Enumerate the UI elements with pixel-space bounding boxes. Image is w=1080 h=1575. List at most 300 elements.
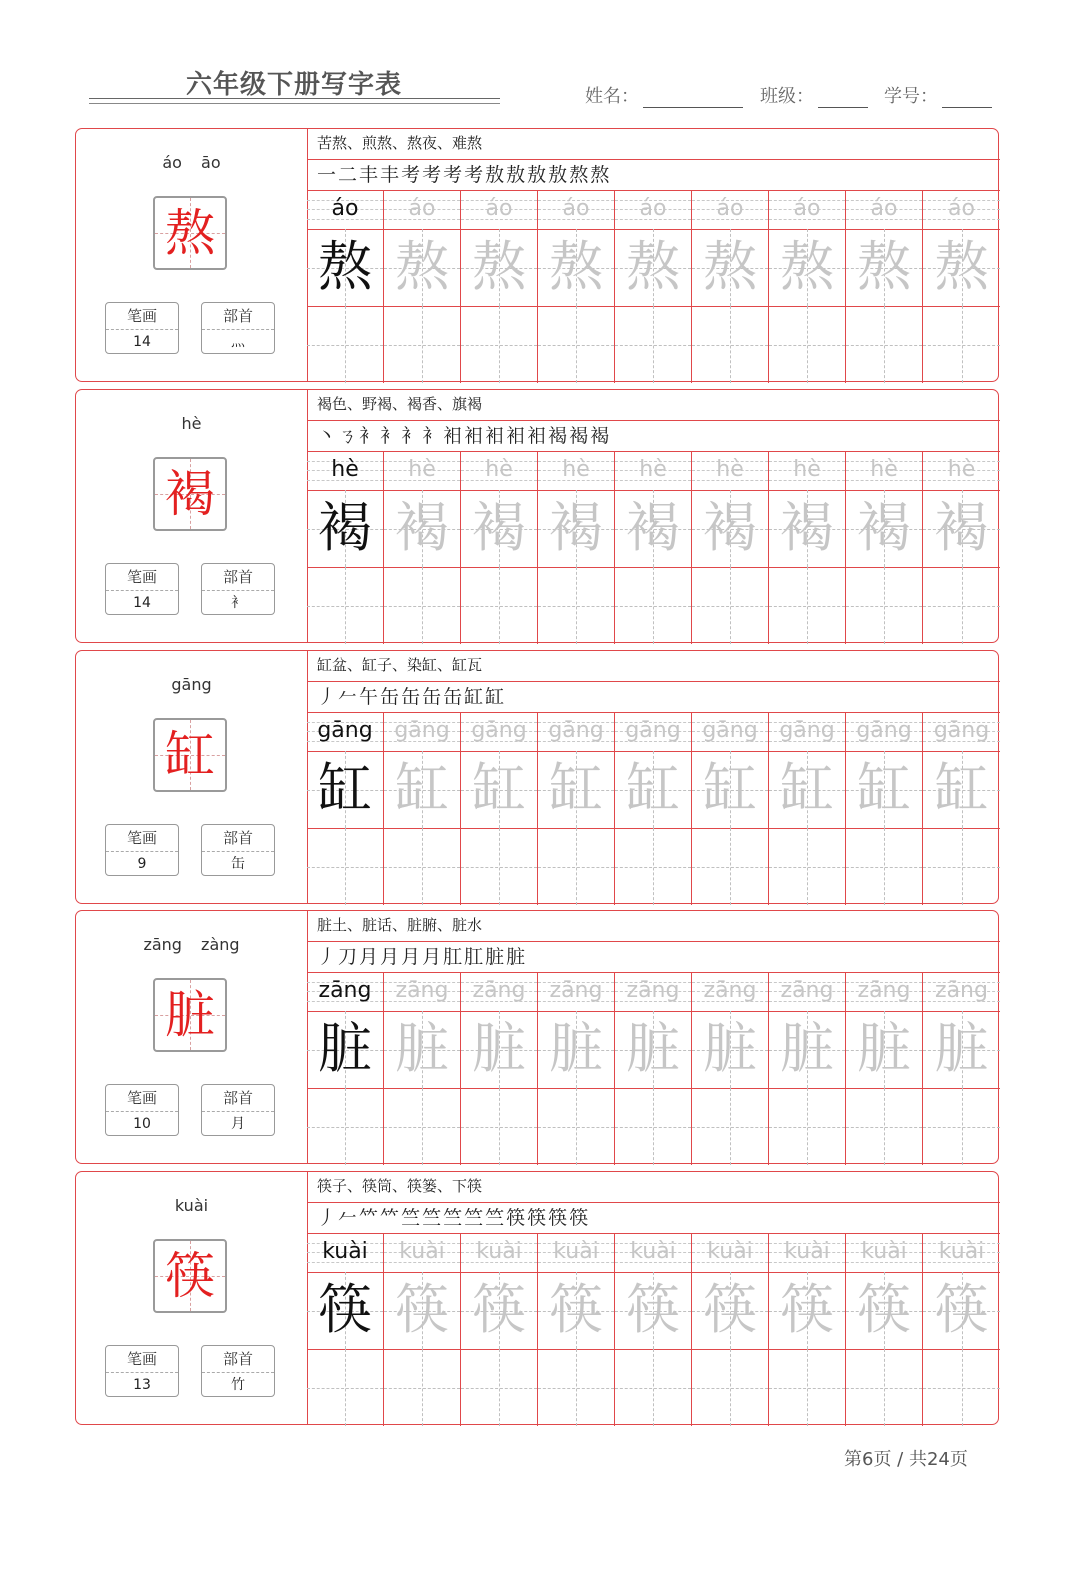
trace-pinyin: zāng [395, 978, 449, 1003]
blank-writing-cell[interactable] [846, 567, 922, 644]
character-cell[interactable] [461, 751, 537, 829]
character-cell[interactable] [692, 1272, 768, 1350]
character-cell[interactable] [846, 490, 922, 568]
practice-column [845, 191, 922, 383]
pinyin-cell[interactable] [692, 973, 768, 1012]
practice-column [537, 191, 614, 383]
pinyin-cell[interactable] [538, 452, 614, 491]
trace-pinyin: áo [870, 196, 898, 221]
pinyin-cell[interactable] [461, 973, 537, 1012]
name-blank[interactable] [643, 87, 743, 108]
practice-area [307, 390, 1000, 642]
trace-character: 筷 [780, 1278, 834, 1341]
pinyin-cell[interactable] [538, 191, 614, 230]
character-cell[interactable] [769, 1272, 845, 1350]
blank-writing-cell[interactable] [538, 1349, 614, 1426]
trace-character: 褐 [472, 496, 526, 559]
pinyin-cell[interactable] [923, 713, 1000, 752]
character-info [76, 129, 308, 381]
trace-pinyin: gāng [548, 718, 604, 743]
model-pinyin: gāng [317, 718, 373, 743]
character-cell[interactable] [538, 229, 614, 307]
blank-writing-cell[interactable] [846, 828, 922, 905]
trace-pinyin: gāng [625, 718, 681, 743]
practice-grid [307, 1234, 1000, 1426]
radical-box [201, 563, 275, 615]
practice-column [460, 452, 537, 644]
blank-writing-cell[interactable] [769, 1349, 845, 1426]
trace-pinyin: kuài [553, 1239, 599, 1264]
example-words: 缸盆、缸子、染缸、缸瓦 [307, 651, 1000, 682]
practice-area [307, 651, 1000, 903]
blank-writing-cell[interactable] [615, 1088, 691, 1165]
character-cell[interactable] [769, 1011, 845, 1089]
character-display [153, 718, 227, 792]
pinyin-cell[interactable] [384, 1234, 460, 1273]
practice-column [614, 452, 691, 644]
trace-pinyin: zāng [935, 978, 988, 1003]
pinyin-cell[interactable] [923, 452, 1000, 491]
stroke-count-value: 13 [133, 1377, 151, 1393]
stroke-step: 𥫗 [359, 1207, 379, 1229]
practice-column [383, 973, 460, 1165]
main-character: 筷 [165, 1247, 215, 1305]
character-cell[interactable] [923, 1011, 1000, 1089]
trace-character: 熬 [549, 235, 603, 298]
pinyin-cell[interactable] [846, 973, 922, 1012]
trace-pinyin: hè [485, 457, 513, 482]
character-cell[interactable] [846, 1272, 922, 1350]
stroke-order [307, 942, 1000, 973]
practice-column [768, 191, 845, 383]
stroke-step: 丶 [317, 425, 337, 447]
trace-pinyin: gāng [856, 718, 912, 743]
practice-column [460, 713, 537, 905]
blank-writing-cell[interactable] [461, 567, 537, 644]
stroke-step: 褐 [548, 425, 568, 447]
practice-column [614, 713, 691, 905]
pinyin-cell[interactable] [461, 452, 537, 491]
stroke-step: 熬 [569, 164, 589, 186]
pinyin-cell[interactable] [692, 452, 768, 491]
id-blank[interactable] [942, 87, 992, 108]
pinyin-cell[interactable] [615, 1234, 691, 1273]
pinyin-cell[interactable] [615, 973, 691, 1012]
pinyin-cell[interactable] [307, 713, 383, 752]
model-pinyin: kuài [322, 1239, 368, 1264]
stroke-order [307, 1203, 1000, 1234]
practice-column [922, 191, 1000, 383]
trace-pinyin: gāng [471, 718, 527, 743]
pinyin-cell[interactable] [923, 973, 1000, 1012]
model-character: 缸 [318, 757, 372, 820]
pinyin-cell[interactable] [846, 713, 922, 752]
pinyin-cell[interactable] [461, 1234, 537, 1273]
stroke-step: 敖 [506, 164, 526, 186]
practice-column [922, 713, 1000, 905]
radical-box [201, 1345, 275, 1397]
blank-writing-cell[interactable] [769, 828, 845, 905]
pinyin-cell[interactable] [846, 1234, 922, 1273]
trace-character: 熬 [472, 235, 526, 298]
practice-column [922, 1234, 1000, 1426]
character-block [75, 1171, 999, 1425]
trace-character: 缸 [857, 757, 911, 820]
trace-pinyin: kuài [630, 1239, 676, 1264]
practice-column [307, 1234, 383, 1426]
main-character: 熬 [165, 204, 215, 262]
blank-writing-cell[interactable] [384, 1349, 460, 1426]
character-cell[interactable] [307, 1272, 383, 1350]
practice-grid [307, 452, 1000, 644]
character-cell[interactable] [692, 751, 768, 829]
trace-pinyin: hè [870, 457, 898, 482]
practice-column [383, 191, 460, 383]
character-block [75, 650, 999, 904]
character-cell[interactable] [615, 229, 691, 307]
trace-pinyin: zāng [472, 978, 526, 1003]
trace-pinyin: zāng [780, 978, 834, 1003]
class-label: 班级： [760, 86, 814, 107]
character-pinyin: zāng zàng [143, 935, 240, 954]
blank-writing-cell[interactable] [461, 828, 537, 905]
character-cell[interactable] [615, 751, 691, 829]
class-field[interactable] [760, 82, 868, 108]
trace-pinyin: áo [948, 196, 975, 221]
character-cell[interactable] [384, 751, 460, 829]
character-cell[interactable] [538, 490, 614, 568]
stroke-step: 缸 [485, 686, 505, 708]
blank-writing-cell[interactable] [769, 306, 845, 383]
stroke-step: 丿 [317, 1207, 337, 1229]
blank-writing-cell[interactable] [769, 567, 845, 644]
practice-column [768, 1234, 845, 1426]
character-display [153, 196, 227, 270]
character-pinyin: gāng [171, 675, 212, 694]
trace-character: 熬 [395, 235, 449, 298]
blank-writing-cell[interactable] [384, 567, 460, 644]
practice-grid [307, 713, 1000, 905]
character-cell[interactable] [923, 490, 1000, 568]
character-cell[interactable] [615, 490, 691, 568]
trace-character: 熬 [703, 235, 757, 298]
trace-character: 褐 [626, 496, 680, 559]
stroke-step: 月 [401, 946, 421, 968]
pinyin-cell[interactable] [923, 191, 1000, 230]
radical-label: 部首 [202, 303, 274, 330]
trace-pinyin: gāng [933, 718, 990, 743]
trace-character: 筷 [703, 1278, 757, 1341]
stroke-step: 考 [443, 164, 463, 186]
character-cell[interactable] [769, 229, 845, 307]
practice-column [768, 452, 845, 644]
blank-writing-cell[interactable] [307, 828, 383, 905]
pinyin-cell[interactable] [307, 452, 383, 491]
pinyin-cell[interactable] [615, 452, 691, 491]
blank-writing-cell[interactable] [692, 306, 768, 383]
name-field[interactable] [585, 82, 743, 108]
stroke-step: 𠂉 [338, 686, 358, 708]
blank-writing-cell[interactable] [538, 306, 614, 383]
blank-writing-cell[interactable] [692, 567, 768, 644]
pinyin-cell[interactable] [384, 713, 460, 752]
title-underline [89, 98, 500, 99]
blank-writing-cell[interactable] [615, 567, 691, 644]
character-cell[interactable] [384, 490, 460, 568]
character-cell[interactable] [538, 1011, 614, 1089]
trace-character: 筷 [472, 1278, 526, 1341]
character-cell[interactable] [461, 1272, 537, 1350]
character-cell[interactable] [461, 490, 537, 568]
character-pinyin: kuài [174, 1196, 209, 1215]
blank-writing-cell[interactable] [461, 306, 537, 383]
stroke-step: 衤 [380, 425, 400, 447]
blank-writing-cell[interactable] [307, 1088, 383, 1165]
practice-column [768, 973, 845, 1165]
pinyin-cell[interactable] [307, 1234, 383, 1273]
blank-writing-cell[interactable] [692, 1349, 768, 1426]
pinyin-cell[interactable] [461, 191, 537, 230]
stroke-step: 衵 [443, 425, 463, 447]
blank-writing-cell[interactable] [384, 1088, 460, 1165]
model-pinyin: zāng [318, 978, 372, 1003]
blank-writing-cell[interactable] [846, 306, 922, 383]
blank-writing-cell[interactable] [538, 828, 614, 905]
blank-writing-cell[interactable] [923, 567, 1000, 644]
pinyin-cell[interactable] [769, 973, 845, 1012]
pinyin-cell[interactable] [692, 191, 768, 230]
trace-character: 筷 [934, 1278, 989, 1341]
practice-column [922, 452, 1000, 644]
stroke-step: 缸 [464, 686, 484, 708]
practice-column [460, 1234, 537, 1426]
character-info [76, 390, 308, 642]
pinyin-cell[interactable] [692, 713, 768, 752]
trace-character: 缸 [626, 757, 680, 820]
pinyin-cell[interactable] [384, 191, 460, 230]
model-character: 脏 [318, 1017, 372, 1080]
practice-column [845, 713, 922, 905]
character-cell[interactable] [384, 1011, 460, 1089]
character-cell[interactable] [923, 751, 1000, 829]
practice-area [307, 1172, 1000, 1424]
trace-pinyin: kuài [784, 1239, 830, 1264]
blank-writing-cell[interactable] [307, 567, 383, 644]
radical-value: 衤 [231, 595, 245, 611]
blank-writing-cell[interactable] [846, 1349, 922, 1426]
character-cell[interactable] [692, 229, 768, 307]
trace-character: 缸 [472, 757, 526, 820]
pinyin-cell[interactable] [923, 1234, 1000, 1273]
pinyin-cell[interactable] [461, 713, 537, 752]
character-cell[interactable] [461, 1011, 537, 1089]
trace-pinyin: áo [639, 196, 667, 221]
stroke-step: 竺 [422, 1207, 442, 1229]
pinyin-cell[interactable] [384, 973, 460, 1012]
radical-box [201, 1084, 275, 1136]
practice-column [614, 1234, 691, 1426]
class-blank[interactable] [818, 87, 868, 108]
blank-writing-cell[interactable] [538, 567, 614, 644]
trace-pinyin: zāng [549, 978, 603, 1003]
radical-value: 缶 [231, 856, 245, 872]
model-character: 褐 [318, 496, 372, 559]
stroke-step: 刀 [338, 946, 358, 968]
practice-grid [307, 973, 1000, 1165]
character-display [153, 1239, 227, 1313]
character-cell[interactable] [384, 229, 460, 307]
pinyin-cell[interactable] [692, 1234, 768, 1273]
blank-writing-cell[interactable] [615, 1349, 691, 1426]
radical-box [201, 302, 275, 354]
pinyin-cell[interactable] [538, 973, 614, 1012]
character-cell[interactable] [692, 1011, 768, 1089]
stroke-step: 熬 [590, 164, 610, 186]
practice-area [307, 129, 1000, 381]
trace-pinyin: áo [793, 196, 821, 221]
trace-pinyin: áo [562, 196, 590, 221]
character-info [76, 1172, 308, 1424]
pinyin-cell[interactable] [307, 191, 383, 230]
stroke-step: 月 [380, 946, 400, 968]
stroke-count-value: 14 [133, 595, 151, 611]
stroke-step: 缶 [401, 686, 421, 708]
stroke-count-box [105, 1345, 179, 1397]
character-cell[interactable] [846, 229, 922, 307]
practice-column [307, 973, 383, 1165]
example-words: 脏土、脏话、脏腑、脏水 [307, 911, 1000, 942]
character-display [153, 457, 227, 531]
stroke-order [307, 160, 1000, 191]
stroke-step: 竺 [485, 1207, 505, 1229]
pinyin-cell[interactable] [769, 191, 845, 230]
character-cell[interactable] [692, 490, 768, 568]
pinyin-cell[interactable] [538, 713, 614, 752]
character-cell[interactable] [923, 229, 1000, 307]
blank-writing-cell[interactable] [307, 1349, 383, 1426]
stroke-step: 筷 [569, 1207, 589, 1229]
stroke-step: 竺 [443, 1207, 463, 1229]
id-field[interactable] [884, 82, 992, 108]
character-cell[interactable] [307, 1011, 383, 1089]
trace-character: 熬 [780, 235, 834, 298]
trace-character: 褐 [934, 496, 989, 559]
pinyin-cell[interactable] [307, 973, 383, 1012]
character-cell[interactable] [307, 490, 383, 568]
trace-pinyin: áo [716, 196, 744, 221]
character-cell[interactable] [615, 1272, 691, 1350]
pinyin-cell[interactable] [769, 1234, 845, 1273]
character-cell[interactable] [307, 229, 383, 307]
stroke-count-label: 笔画 [106, 564, 178, 591]
stroke-order [307, 421, 1000, 452]
stroke-step: 丰 [380, 164, 400, 186]
trace-character: 熬 [857, 235, 911, 298]
blank-writing-cell[interactable] [615, 828, 691, 905]
trace-pinyin: áo [485, 196, 513, 221]
model-pinyin: áo [331, 196, 359, 221]
pinyin-cell[interactable] [384, 452, 460, 491]
pinyin-cell[interactable] [615, 191, 691, 230]
character-info [76, 651, 308, 903]
character-cell[interactable] [538, 751, 614, 829]
blank-writing-cell[interactable] [461, 1349, 537, 1426]
blank-writing-cell[interactable] [692, 1088, 768, 1165]
pinyin-cell[interactable] [846, 452, 922, 491]
blank-writing-cell[interactable] [692, 828, 768, 905]
practice-column [614, 191, 691, 383]
character-cell[interactable] [307, 751, 383, 829]
character-cell[interactable] [846, 751, 922, 829]
pinyin-cell[interactable] [846, 191, 922, 230]
worksheet-title: 六年级下册写字表 [186, 70, 403, 100]
stroke-step: ㄋ [338, 425, 358, 447]
stroke-count-box [105, 563, 179, 615]
character-pinyin: hè [181, 414, 202, 433]
blank-writing-cell[interactable] [384, 306, 460, 383]
radical-label: 部首 [202, 1346, 274, 1373]
stroke-count-label: 笔画 [106, 303, 178, 330]
blank-writing-cell[interactable] [615, 306, 691, 383]
model-character: 熬 [318, 235, 372, 298]
stroke-count-box [105, 824, 179, 876]
character-cell[interactable] [538, 1272, 614, 1350]
practice-column [307, 191, 383, 383]
blank-writing-cell[interactable] [307, 306, 383, 383]
stroke-step: 衤 [422, 425, 442, 447]
blank-writing-cell[interactable] [384, 828, 460, 905]
trace-pinyin: kuài [399, 1239, 445, 1264]
trace-pinyin: hè [639, 457, 667, 482]
practice-column [537, 973, 614, 1165]
blank-writing-cell[interactable] [769, 1088, 845, 1165]
stroke-step: 衤 [401, 425, 421, 447]
character-cell[interactable] [923, 1272, 1000, 1350]
pinyin-cell[interactable] [769, 713, 845, 752]
blank-writing-cell[interactable] [538, 1088, 614, 1165]
blank-writing-cell[interactable] [461, 1088, 537, 1165]
trace-character: 脏 [626, 1017, 680, 1080]
character-cell[interactable] [769, 751, 845, 829]
blank-writing-cell[interactable] [846, 1088, 922, 1165]
blank-writing-cell[interactable] [923, 1349, 1000, 1426]
character-cell[interactable] [461, 229, 537, 307]
blank-writing-cell[interactable] [923, 306, 1000, 383]
trace-character: 筷 [626, 1278, 680, 1341]
practice-column [691, 1234, 768, 1426]
stroke-count-label: 笔画 [106, 1085, 178, 1112]
character-cell[interactable] [769, 490, 845, 568]
trace-character: 脏 [703, 1017, 757, 1080]
practice-column [460, 191, 537, 383]
radical-value: 竹 [231, 1377, 245, 1393]
practice-column [691, 713, 768, 905]
radical-value: 月 [231, 1116, 245, 1132]
practice-column [845, 452, 922, 644]
trace-character: 脏 [934, 1017, 989, 1080]
pinyin-cell[interactable] [769, 452, 845, 491]
blank-writing-cell[interactable] [923, 828, 1000, 905]
character-cell[interactable] [384, 1272, 460, 1350]
title-underline-2 [89, 103, 500, 104]
character-cell[interactable] [615, 1011, 691, 1089]
character-cell[interactable] [846, 1011, 922, 1089]
trace-pinyin: gāng [779, 718, 835, 743]
radical-box [201, 824, 275, 876]
pinyin-cell[interactable] [538, 1234, 614, 1273]
blank-writing-cell[interactable] [923, 1088, 1000, 1165]
pinyin-cell[interactable] [615, 713, 691, 752]
